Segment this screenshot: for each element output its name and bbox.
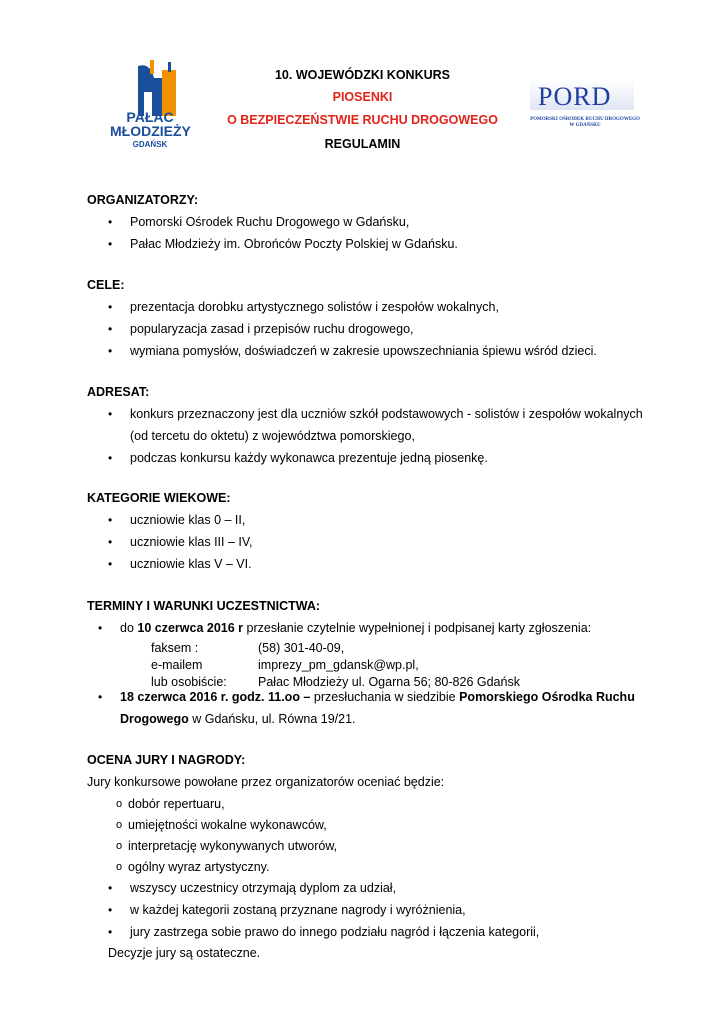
bullet-icon: • xyxy=(108,451,113,465)
list-item-continuation xyxy=(120,712,356,727)
venue-name: Pomorskiego Ośrodka Ruchu xyxy=(459,690,635,704)
contact-value: (58) 301-40-09, xyxy=(258,641,345,655)
section-heading-organizatorzy: ORGANIZATORZY: xyxy=(87,193,199,207)
circle-bullet-icon: o xyxy=(116,840,123,852)
jury-intro: Jury konkursowe powołane przez organizatorów oceniać będzie: xyxy=(87,775,445,789)
pord-logo-sub2: W GDAŃSKU xyxy=(569,123,601,128)
text-run: przesłanie czytelnie wypełnionej i podpisanej karty zgłoszenia: xyxy=(243,621,592,635)
title-line1: 10. WOJEWÓDZKI KONKURS xyxy=(274,68,450,82)
list-item: wszyscy uczestnicy otrzymają dyplom za udział, xyxy=(130,881,397,895)
text-run: do xyxy=(120,621,138,635)
criteria-item: dobór repertuaru, xyxy=(128,797,225,811)
venue-name: Drogowego xyxy=(120,712,189,726)
bullet-icon: • xyxy=(108,300,113,314)
bullet-icon: • xyxy=(108,925,113,939)
list-item: konkurs przeznaczony jest dla uczniów szkół podstawowych - solistów i zespołów wokalnych xyxy=(130,407,643,421)
bullet-icon: • xyxy=(98,621,103,635)
text-run: przesłuchania w siedzibie xyxy=(310,690,460,704)
bullet-icon: • xyxy=(108,344,113,358)
circle-bullet-icon: o xyxy=(116,861,123,873)
criteria-item: umiejętności wokalne wykonawców, xyxy=(128,818,327,832)
logo-line3: GDAŃSK xyxy=(132,140,168,149)
bullet-icon: • xyxy=(108,557,113,571)
bullet-icon: • xyxy=(108,513,113,527)
bullet-icon: • xyxy=(108,215,113,229)
bullet-icon: • xyxy=(108,407,113,421)
section-heading-terminy: TERMINY I WARUNKI UCZESTNICTWA: xyxy=(87,599,321,613)
criteria-item: interpretację wykonywanych utworów, xyxy=(128,839,338,853)
list-item: wymiana pomysłów, doświadczeń w zakresie upowszechniania śpiewu wśród dzieci. xyxy=(130,344,597,358)
section-heading-ocena: OCENA JURY I NAGRODY: xyxy=(87,753,246,767)
list-item-continuation: (od tercetu do oktetu) z województwa pomorskiego, xyxy=(130,429,415,443)
palac-mlodziezy-logo xyxy=(110,52,190,152)
contact-value: imprezy_pm_gdansk@wp.pl, xyxy=(258,658,419,672)
contact-label: lub osobiście: xyxy=(151,675,227,689)
list-item: uczniowie klas III – IV, xyxy=(130,535,253,549)
list-item: uczniowie klas V – VI. xyxy=(130,557,252,571)
contact-label: e-mailem xyxy=(151,658,203,672)
section-heading-cele: CELE: xyxy=(87,278,125,292)
circle-bullet-icon: o xyxy=(116,819,123,831)
bullet-icon: • xyxy=(108,237,113,251)
pord-logo xyxy=(530,80,640,140)
criteria-item: ogólny wyraz artystyczny. xyxy=(128,860,270,874)
list-item xyxy=(120,621,591,636)
title-line2: PIOSENKI xyxy=(332,90,393,104)
title-line4: REGULAMIN xyxy=(324,137,401,151)
list-item: podczas konkursu każdy wykonawca prezentuje jedną piosenkę. xyxy=(130,451,488,465)
logo-line1: PAŁAC xyxy=(126,109,174,125)
deadline-date: 10 czerwca 2016 r xyxy=(137,621,244,635)
section-heading-adresat: ADRESAT: xyxy=(87,385,150,399)
list-item: w każdej kategorii zostaną przyznane nagrody i wyróżnienia, xyxy=(130,903,466,917)
contact-value: Pałac Młodzieży ul. Ogarna 56; 80-826 Gdańsk xyxy=(258,675,520,689)
list-item: jury zastrzega sobie prawo do innego podziału nagród i łączenia kategorii, xyxy=(130,925,540,939)
section-heading-kategorie: KATEGORIE WIEKOWE: xyxy=(87,491,231,505)
hearing-date: 18 czerwca 2016 r. godz. 11.oo – xyxy=(120,690,311,704)
list-item: prezentacja dorobku artystycznego solistów i zespołów wokalnych, xyxy=(130,300,499,314)
logo-line2: MŁODZIEŻY xyxy=(110,123,191,139)
circle-bullet-icon: o xyxy=(116,798,123,810)
text-run: w Gdańsku, ul. Równa 19/21. xyxy=(188,712,356,726)
contact-label: faksem : xyxy=(151,641,199,655)
bullet-icon: • xyxy=(108,881,113,895)
list-item: popularyzacja zasad i przepisów ruchu drogowego, xyxy=(130,322,414,336)
list-item: Pomorski Ośrodek Ruchu Drogowego w Gdańsku, xyxy=(130,215,410,229)
title-line3: O BEZPIECZEŃSTWIE RUCHU DROGOWEGO xyxy=(227,113,498,127)
bullet-icon: • xyxy=(108,903,113,917)
list-item: Pałac Młodzieży im. Obrońców Poczty Polskiej w Gdańsku. xyxy=(130,237,458,251)
bullet-icon: • xyxy=(98,690,103,704)
closing-note: Decyzje jury są ostateczne. xyxy=(108,946,261,960)
list-item: uczniowie klas 0 – II, xyxy=(130,513,246,527)
pord-logo-sub1: POMORSKI OŚRODEK RUCHU DROGOWEGO xyxy=(530,117,640,122)
bullet-icon: • xyxy=(108,322,113,336)
bullet-icon: • xyxy=(108,535,113,549)
list-item xyxy=(120,690,635,705)
pord-logo-text: PORD xyxy=(538,82,612,111)
